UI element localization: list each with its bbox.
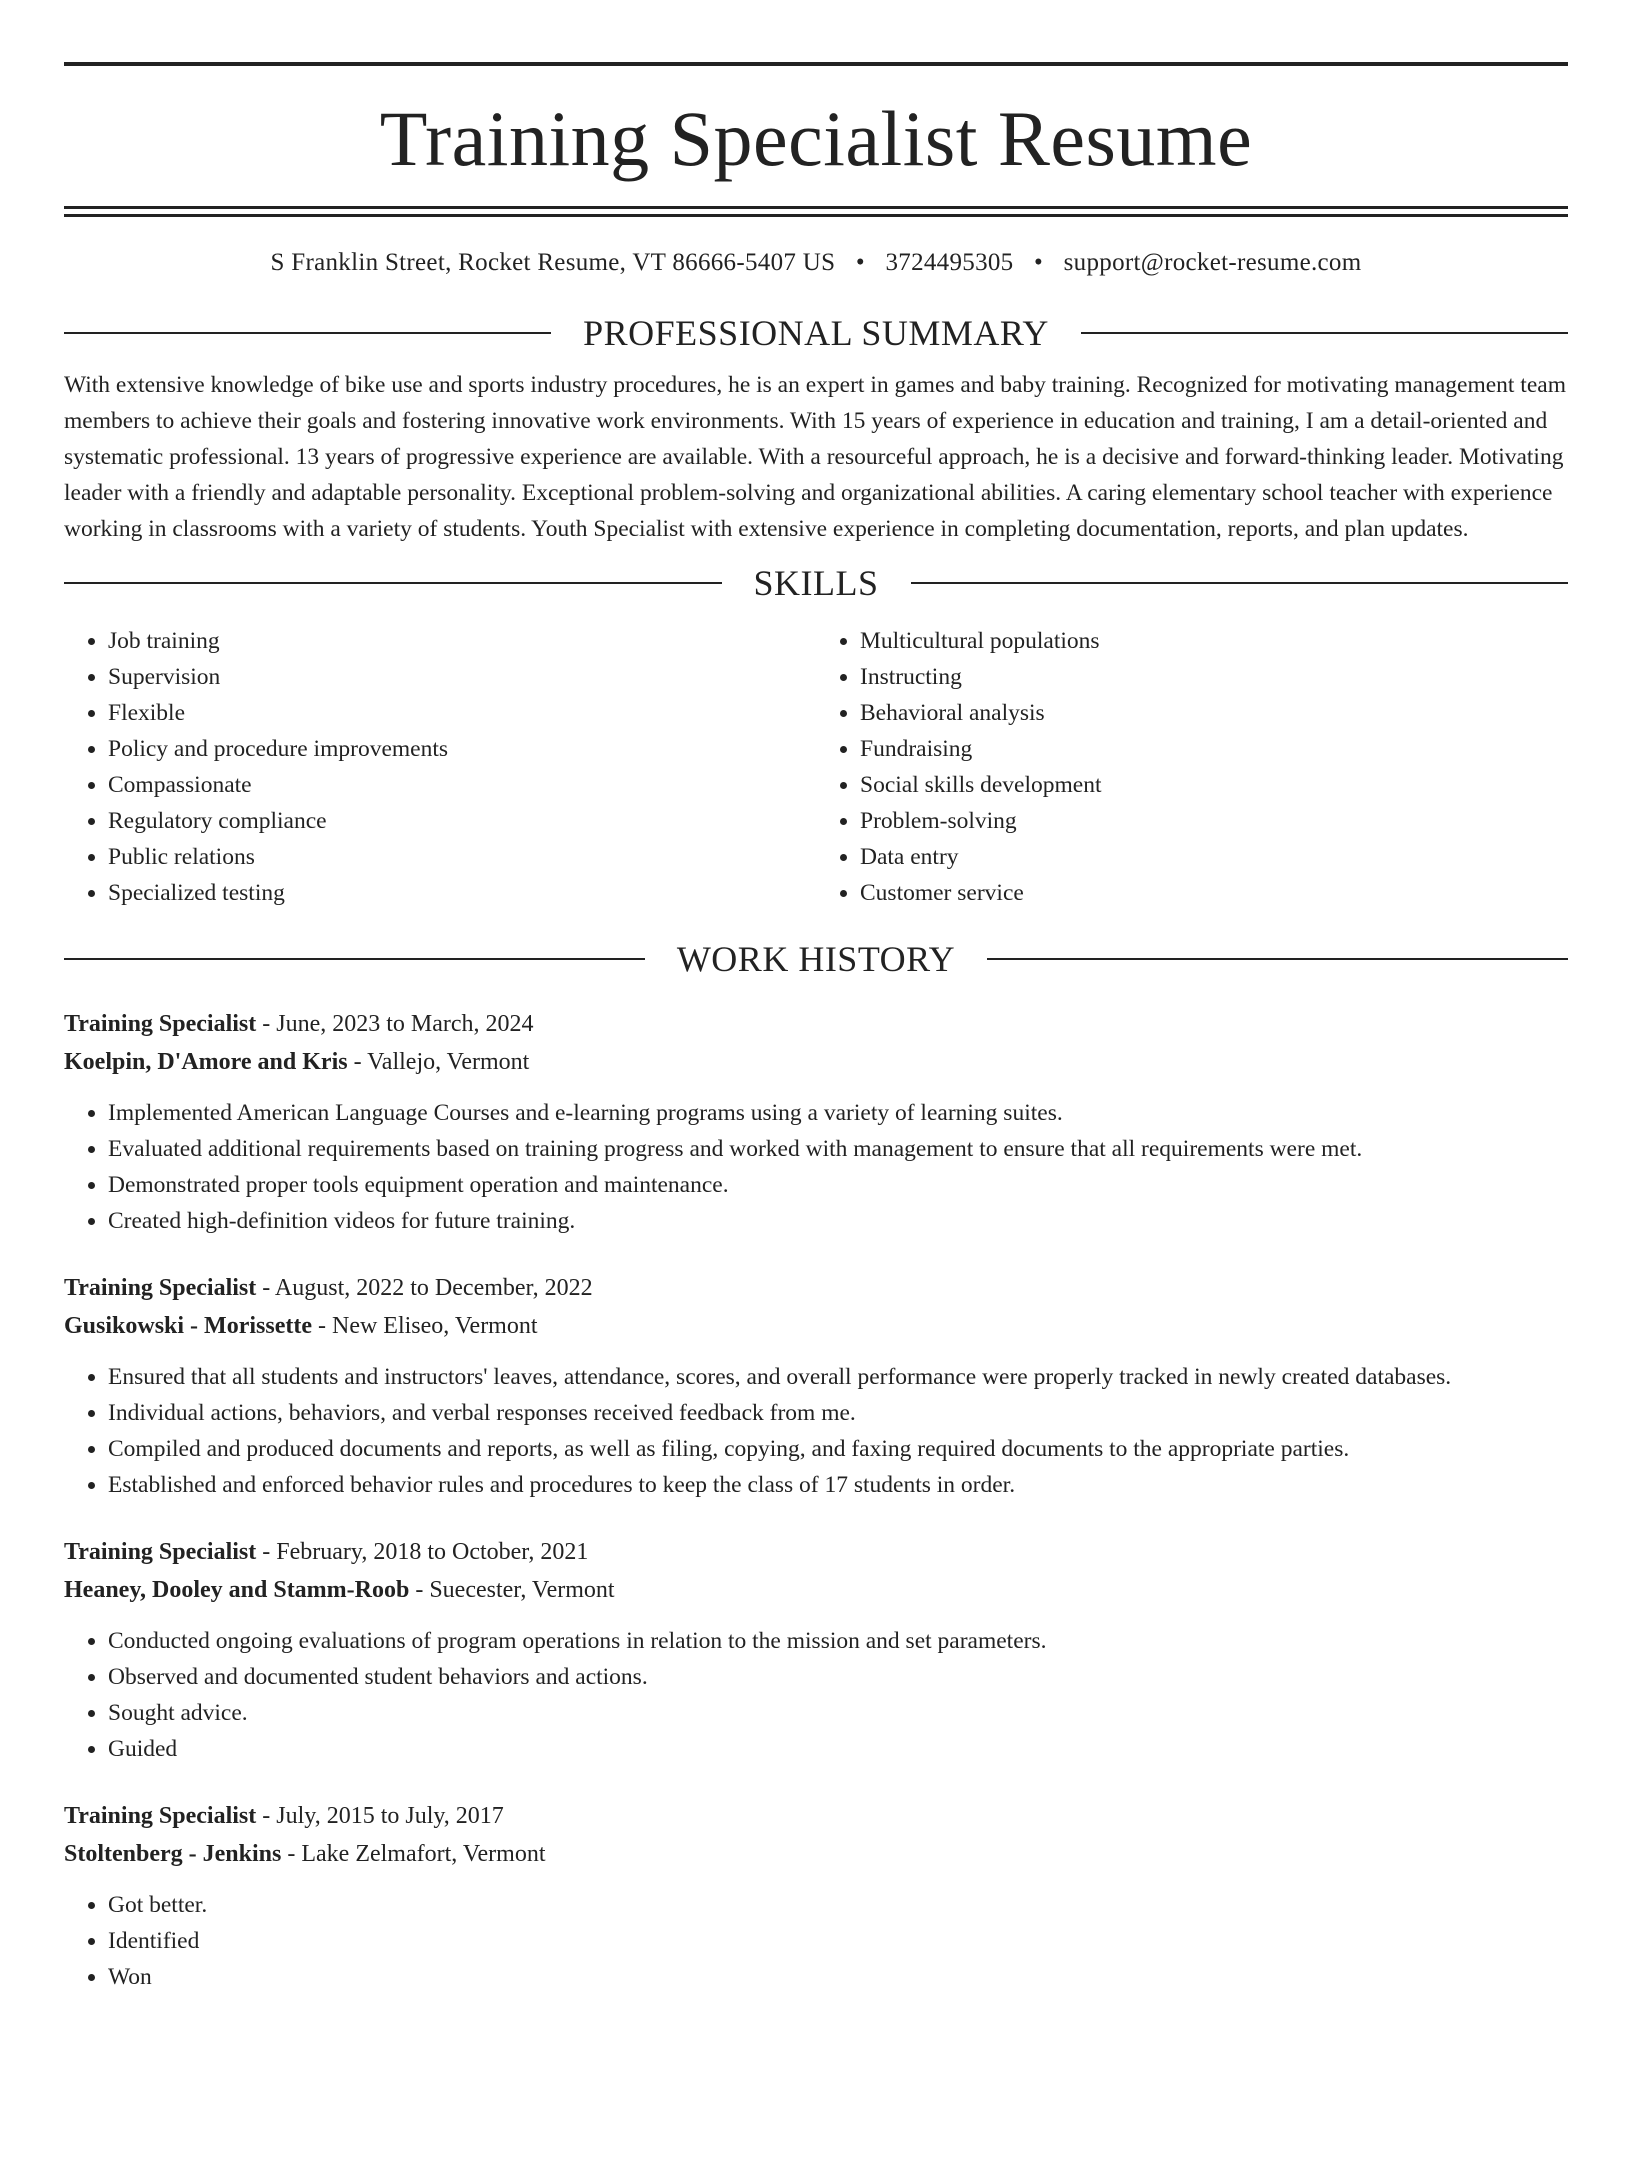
skill-item: • Public relations	[108, 839, 816, 875]
job-title-line	[64, 1005, 1568, 1043]
skill-item: • Social skills development	[860, 767, 1568, 803]
section-rule	[911, 582, 1569, 584]
job-bullet: • Won	[108, 1959, 1568, 1995]
work-history-heading: WORK HISTORY	[676, 939, 956, 979]
contact-line	[64, 247, 1568, 279]
job-role: Training Specialist	[64, 1275, 257, 1301]
skill-item: • Fundraising	[860, 731, 1568, 767]
job-bullet: • Guided	[108, 1731, 1568, 1767]
skill-item: • Customer service	[860, 875, 1568, 911]
skill-item: • Supervision	[108, 659, 816, 695]
skill-item: • Compassionate	[108, 767, 816, 803]
job-dates: - August, 2022 to December, 2022	[256, 1275, 593, 1301]
job-bullet: • Identified	[108, 1923, 1568, 1959]
job-location: - New Eliseo, Vermont	[312, 1313, 538, 1339]
job-entry	[64, 1533, 1568, 1767]
skill-item: • Flexible	[108, 695, 816, 731]
summary-section-header	[64, 313, 1568, 353]
skill-item: • Policy and procedure improvements	[108, 731, 816, 767]
work-history-section-header	[64, 939, 1568, 979]
job-bullet: • Individual actions, behaviors, and verbal responses received feedback from me.	[108, 1395, 1568, 1431]
contact-separator: •	[1034, 249, 1044, 276]
job-company: Koelpin, D'Amore and Kris	[64, 1049, 348, 1075]
job-company-line	[64, 1571, 1568, 1609]
job-bullet: • Evaluated additional requirements based on training progress and worked with management to ensure that all requirements were met.	[108, 1131, 1568, 1167]
section-rule	[1081, 332, 1568, 334]
skill-item: • Instructing	[860, 659, 1568, 695]
section-rule	[987, 958, 1568, 960]
job-bullet: • Sought advice.	[108, 1695, 1568, 1731]
contact-separator: •	[855, 249, 865, 276]
job-bullet: • Created high-definition videos for future training.	[108, 1203, 1568, 1239]
skill-item: • Multicultural populations	[860, 623, 1568, 659]
job-role: Training Specialist	[64, 1011, 257, 1037]
skill-item: • Behavioral analysis	[860, 695, 1568, 731]
skills-section-header	[64, 563, 1568, 603]
job-company-line	[64, 1835, 1568, 1873]
contact-email: support@rocket-resume.com	[1063, 249, 1362, 276]
job-title-line	[64, 1269, 1568, 1307]
job-company-line	[64, 1043, 1568, 1081]
job-bullet: • Got better.	[108, 1887, 1568, 1923]
job-role: Training Specialist	[64, 1539, 257, 1565]
job-location: - Lake Zelmafort, Vermont	[281, 1841, 546, 1867]
job-company-line	[64, 1307, 1568, 1345]
summary-heading: PROFESSIONAL SUMMARY	[583, 313, 1049, 353]
job-bullet: • Demonstrated proper tools equipment operation and maintenance.	[108, 1167, 1568, 1203]
title-double-rule	[64, 206, 1568, 217]
section-rule	[64, 332, 551, 334]
job-entry	[64, 1269, 1568, 1503]
skills-columns	[64, 623, 1568, 911]
skill-item: • Job training	[108, 623, 816, 659]
contact-phone: 3724495305	[885, 249, 1014, 276]
section-rule	[64, 582, 722, 584]
skill-item: • Regulatory compliance	[108, 803, 816, 839]
resume-page	[0, 62, 1632, 2174]
job-bullet: • Established and enforced behavior rules and procedures to keep the class of 17 students in order.	[108, 1467, 1568, 1503]
skill-item: • Specialized testing	[108, 875, 816, 911]
job-bullets	[64, 1623, 1568, 1767]
top-rule	[64, 62, 1568, 66]
job-bullet: • Conducted ongoing evaluations of program operations in relation to the mission and set parameters.	[108, 1623, 1568, 1659]
skills-list-right	[816, 623, 1568, 911]
job-bullets	[64, 1887, 1568, 1995]
job-bullets	[64, 1095, 1568, 1239]
job-location: - Vallejo, Vermont	[347, 1049, 530, 1075]
skill-item: • Data entry	[860, 839, 1568, 875]
job-title-line	[64, 1797, 1568, 1835]
job-dates: - June, 2023 to March, 2024	[256, 1011, 534, 1037]
section-rule	[64, 958, 645, 960]
job-entry	[64, 1797, 1568, 1995]
skills-heading: SKILLS	[753, 563, 879, 603]
job-role: Training Specialist	[64, 1803, 257, 1829]
job-title-line	[64, 1533, 1568, 1571]
skills-list-left	[64, 623, 816, 911]
summary-text: With extensive knowledge of bike use and sports industry procedures, he is an expert in games and baby training. Recognized for motivating management team members to achieve their goals and fostering innovative work environments. With 15 years of experience in education and training, I am a detail-oriented and systematic professional. 13 years of progressive experience are available. With a resourceful approach, he is a decisive and forward-thinking leader. Motivating leader with a friendly and adaptable personality. Exceptional problem-solving and organizational abilities. A caring elementary school teacher with experience working in classrooms with a variety of students. Youth Specialist with extensive experience in completing documentation, reports, and plan updates.	[64, 372, 1566, 542]
job-location: - Suecester, Vermont	[409, 1577, 615, 1603]
job-bullet: • Observed and documented student behaviors and actions.	[108, 1659, 1568, 1695]
job-bullets	[64, 1359, 1568, 1503]
job-bullet: • Ensured that all students and instructors' leaves, attendance, scores, and overall performance were properly tracked in newly created databases.	[108, 1359, 1568, 1395]
resume-title: Training Specialist Resume	[379, 95, 1253, 182]
job-dates: - July, 2015 to July, 2017	[256, 1803, 504, 1829]
job-bullet: • Implemented American Language Courses and e-learning programs using a variety of learning suites.	[108, 1095, 1568, 1131]
job-dates: - February, 2018 to October, 2021	[256, 1539, 589, 1565]
job-company: Heaney, Dooley and Stamm-Roob	[64, 1577, 410, 1603]
contact-address: S Franklin Street, Rocket Resume, VT 86666-5407 US	[270, 249, 836, 276]
job-company: Gusikowski - Morissette	[64, 1313, 312, 1339]
skill-item: • Problem-solving	[860, 803, 1568, 839]
job-bullet: • Compiled and produced documents and reports, as well as filing, copying, and faxing required documents to the appropriate parties.	[108, 1431, 1568, 1467]
job-entry	[64, 1005, 1568, 1239]
job-company: Stoltenberg - Jenkins	[64, 1841, 282, 1867]
